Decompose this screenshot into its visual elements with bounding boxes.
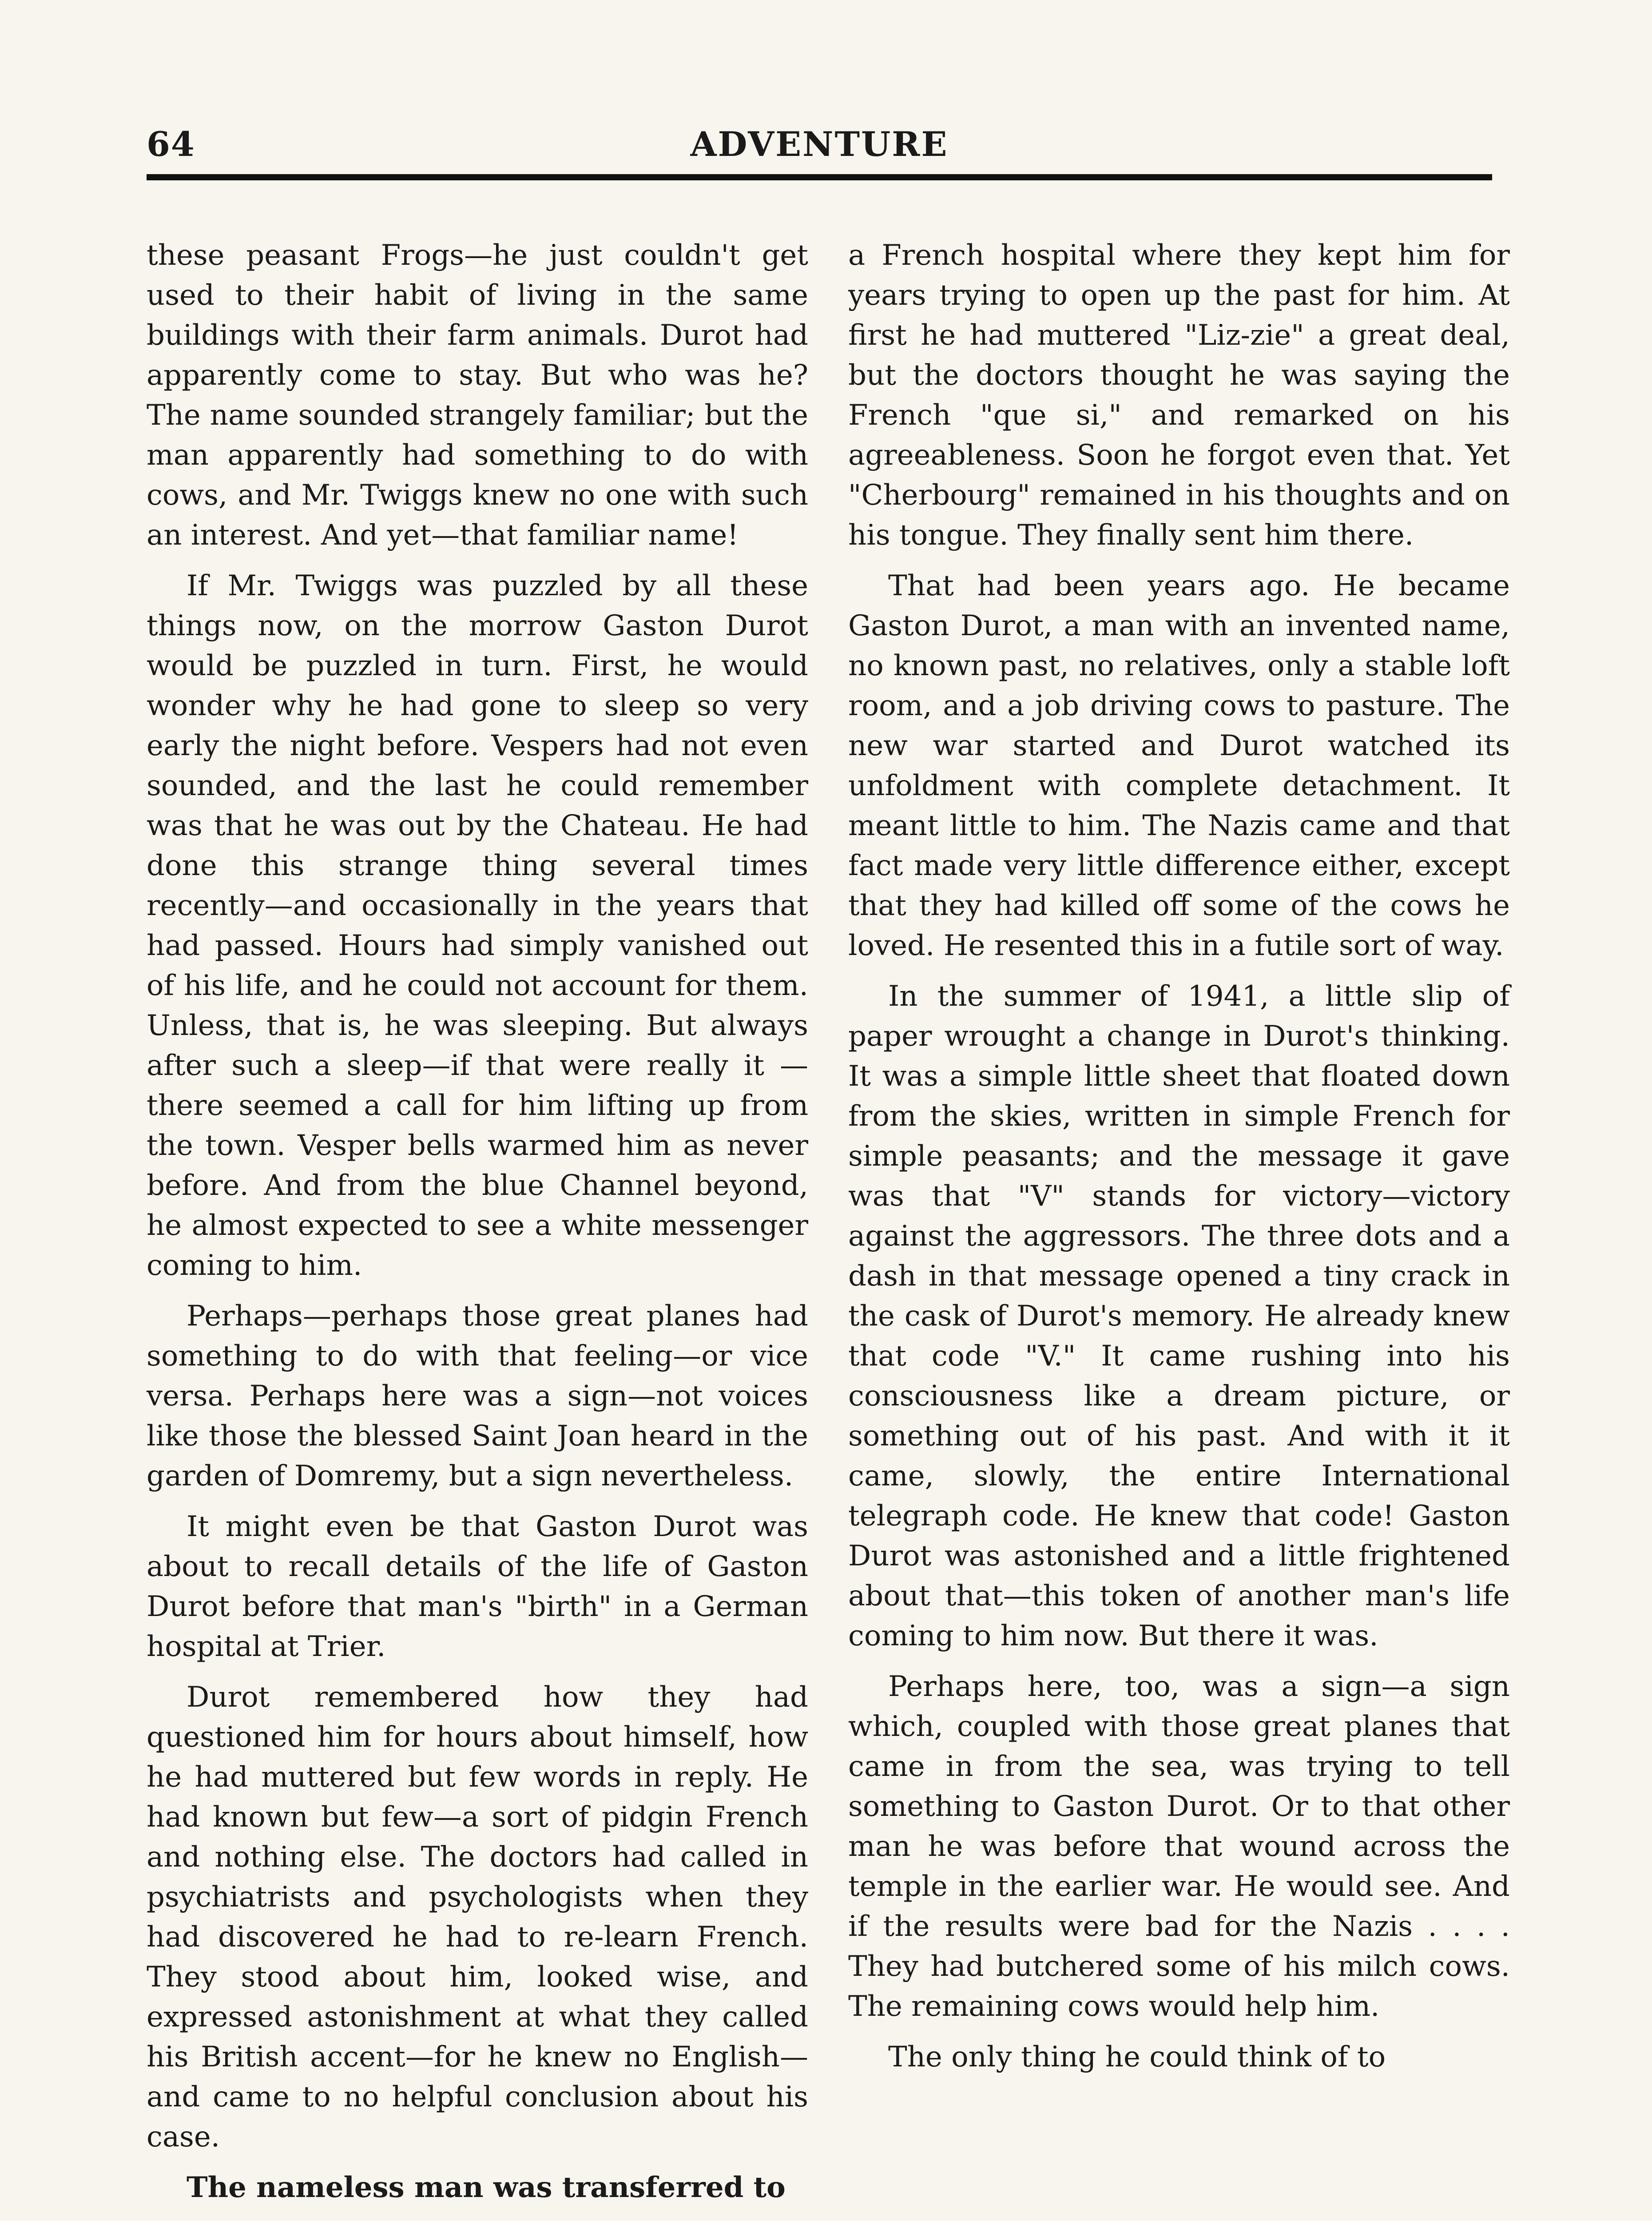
left-column: [147, 235, 808, 2218]
paragraph: these peasant Frogs—he just couldn't get used to their habit of living in the same buildings with their farm animals. Durot had apparently come to stay. But who was he? The name sounded strangely familiar; but the man apparently had something to do with cows, and Mr. Twiggs knew no one with such an interest. And yet—that familiar name!: [147, 239, 808, 552]
header-rule: [147, 174, 1492, 180]
paragraph: That had been years ago. He became Gaston Durot, a man with an invented name, no known past, no relatives, only a stable loft room, and a job driving cows to pasture. The new war started and Durot watched its unfoldment with complete detachment. It meant little to him. The Nazis came and that fact made very little difference either, except that they had killed off some of the cows he loved. He resented this in a futile sort of way.: [848, 569, 1510, 962]
paragraph: Perhaps—perhaps those great planes had something to do with that feeling—or vice versa. Perhaps here was a sign—not voices like those the blessed Saint Joan heard in the garden of Domremy, but a sign nevertheless.: [147, 1300, 808, 1493]
magazine-title: ADVENTURE: [690, 124, 949, 164]
paragraph: In the summer of 1941, a little slip of paper wrought a change in Durot's thinking. It was a simple little sheet that floated down from the skies, written in simple French for simple peasants; and the message it gave was that "V" stands for victory—victory against the aggressors. The three dots and a dash in that message opened a tiny crack in the cask of Durot's memory. He already knew that code "V." It came rushing into his consciousness like a dream picture, or something out of his past. And with it it came, slowly, the entire International telegraph code. He knew that code! Gaston Durot was astonished and a little frightened about that—this token of another man's life coming to him now. But there it was.: [848, 980, 1510, 1652]
paragraph: a French hospital where they kept him for years trying to open up the past for him. At first he had muttered "Liz-zie" a great deal, but the doctors thought he was saying the French "que si," and remarked on his agreeableness. Soon he forgot even that. Yet "Cherbourg" remained in his thoughts and on his tongue. They finally sent him there.: [848, 239, 1510, 552]
paragraph: Durot remembered how they had questioned him for hours about himself, how he had muttered but few words in reply. He had known but few—a sort of pidgin French and nothing else. The doctors had called in psychiatrists and psychologists when they had discovered he had to re-learn French. They stood about him, looked wise, and expressed astonishment at what they called his British accent—for he knew no English—and came to no helpful conclusion about his case.: [147, 1681, 808, 2153]
page-header: [147, 120, 1492, 173]
paragraph: The only thing he could think of to: [888, 2041, 1386, 2074]
paragraph: The nameless man was transferred to: [187, 2171, 786, 2204]
paragraph: If Mr. Twiggs was puzzled by all these things now, on the morrow Gaston Durot would be puzzled in turn. First, he would wonder why he had gone to sleep so very early the night before. Vespers had not even sounded, and the last he could remember was that he was out by the Chateau. He had done this strange thing several times recently—and occasionally in the years that had passed. Hours had simply vanished out of his life, and he could not account for them. Unless, that is, he was sleeping. But always after such a sleep—if that were really it — there seemed a call for him lifting up from the town. Vesper bells warmed him as never before. And from the blue Channel beyond, he almost expected to see a white messenger coming to him.: [147, 569, 808, 1282]
paragraph: Perhaps here, too, was a sign—a sign which, coupled with those great planes that came in from the sea, was trying to tell something to Gaston Durot. Or to that other man he was before that wound across the temple in the earlier war. He would see. And if the results were bad for the Nazis . . . . They had butchered some of his milch cows. The remaining cows would help him.: [848, 1670, 1510, 2023]
paragraph: It might even be that Gaston Durot was about to recall details of the life of Gaston Durot before that man's "birth" in a German hospital at Trier.: [147, 1510, 808, 1663]
right-column: [848, 235, 1510, 2088]
page-number: 64: [147, 124, 195, 164]
